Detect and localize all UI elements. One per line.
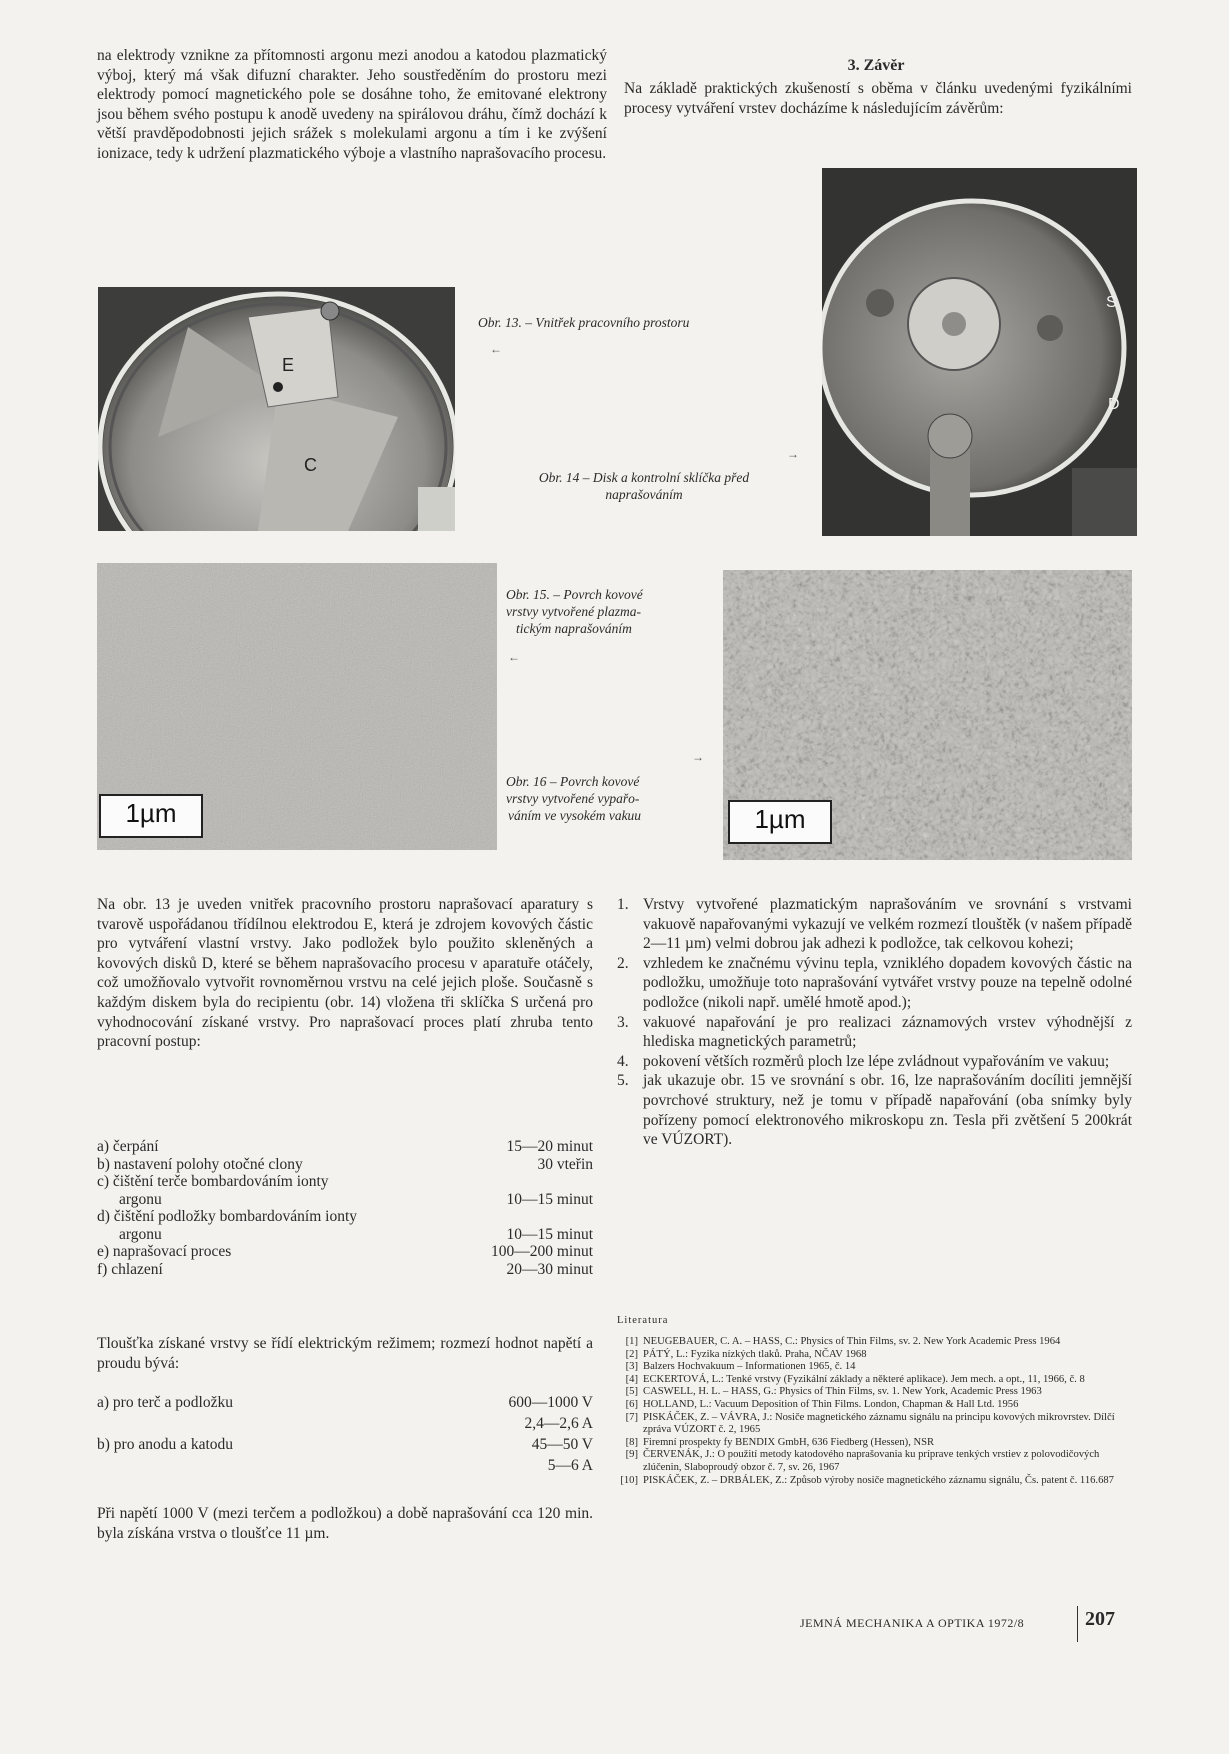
- figure-13-photo: [98, 287, 455, 531]
- list-item: argonu 10—15 minut: [119, 1225, 593, 1243]
- list-item: 2. vzhledem ke značnému vývinu tepla, vzniklého dopadem kovových částic na podložku, umožňuje toto naprašování vytvářet vrstvy pouze na tepelně odolné podložce (nikoli např. umělé hmotě apod.);: [617, 954, 1132, 1011]
- reference-item: [10] PISKÁČEK, Z. – DRBÁLEK, Z.: Způsob výroby nosiče magnetického záznamu signálu, Čs. patent č. 116.687: [620, 1474, 1114, 1486]
- list-item: 1. Vrstvy vytvořené plazmatickým naprašováním ve srovnání s vrstvami vakuově napařovanými vykazují ve velkém rozmezí tlouštěk (v našem případě 2—11 µm) velmi dobrou jak adhezi k podložce, tak celkovou kohezi;: [617, 896, 1132, 953]
- literature-list: [610, 1336, 1122, 1487]
- reference-item: [6] HOLLAND, L.: Vacuum Deposition of Thin Films. London, Chapman & Hall Ltd. 1956: [625, 1398, 1019, 1410]
- list-item: 3. vakuové napařování je pro realizaci záznamových vrstev výhodnější z hlediska magnetických parametrů;: [617, 1013, 1132, 1051]
- journal-footer: JEMNÁ MECHANIKA A OPTIKA 1972/8: [800, 1616, 1025, 1630]
- literature-heading: Literatura: [617, 1315, 669, 1326]
- list-item: a) pro terč a podložku 600—1000 V: [97, 1394, 593, 1411]
- conclusion-intro: Na základě praktických zkušeností s oběma v článku uvedenými fyzikálními procesy vytváření vrstev docházíme k následujícím závěrům:: [624, 80, 1132, 117]
- arrow-left-icon: ←: [490, 342, 502, 356]
- figure-15-scale-bar: 1µm: [99, 794, 203, 838]
- reference-item: [7] PISKÁČEK, Z. – VÁVRA, J.: Nosiče magnetického záznamu signálu na principu kovových mikrovrstev. Dílčí zpráva VÚZORT č. 2, 1965: [625, 1411, 1115, 1436]
- list-item: b) nastavení polohy otočné clony 30 vteřin: [97, 1155, 593, 1173]
- figure-14-label-d: D: [1108, 396, 1120, 413]
- list-item: c) čištění terče bombardováním ionty: [97, 1173, 329, 1190]
- conclusion-heading: 3. Závěr: [847, 57, 905, 74]
- figure-16-photo: [723, 570, 1132, 860]
- arrow-right-icon: →: [692, 750, 704, 764]
- figure-16-caption-line2: vrstvy vytvořené vypařo-: [506, 791, 640, 806]
- voltage-paragraph: Tloušťka získané vrstvy se řídí elektrickým režimem; rozmezí hodnot napětí a proudu bývá:: [97, 1335, 593, 1372]
- list-item: a) čerpání 15—20 minut: [97, 1138, 593, 1155]
- list-item: f) chlazení 20—30 minut: [97, 1260, 593, 1278]
- figure-13-label-e: E: [282, 355, 295, 375]
- list-item: e) naprašovací proces 100—200 minut: [97, 1243, 593, 1260]
- list-item: d) čištění podložky bombardováním ionty: [97, 1208, 358, 1225]
- reference-item: [8] Firemní prospekty fy BENDIX GmbH, 636 Fiedberg (Hessen), NSR: [625, 1436, 935, 1448]
- footer-divider: [1077, 1606, 1078, 1642]
- intro-paragraph: na elektrody vznikne za přítomnosti argonu mezi anodou a katodou plazmatický výboj, který má však difuzní charakter. Jeho soustředěním do prostoru mezi elektrody pomocí magnetického pole se dosáhne toho, že emitované elektrony jsou během svého postupu k anodě uvedeny na spirálovou dráhu, čímž dochází k větší pravděpodobnosti jejich srážek s molekulami argonu a tím i ke zvýšení ionizace, tedy k udržení plazmatického výboje a vlastního naprašovacího procesu.: [97, 47, 607, 162]
- reference-item: [4] ECKERTOVÁ, L.: Tenké vrstvy (Fyzikální základy a některé aplikace). Jem mech. a opt., 11, 1966, č. 8: [625, 1373, 1085, 1385]
- figure-14-caption-line2: naprašováním: [605, 487, 683, 502]
- list-item: 4. pokovení větších rozměrů ploch lze lépe zvládnout vypařováním ve vakuu;: [617, 1052, 1110, 1070]
- figure-15-photo: [97, 563, 497, 850]
- reference-item: [1] NEUGEBAUER, C. A. – HASS, C.: Physics of Thin Films, sv. 2. New York Academic Press 1964: [625, 1336, 1061, 1347]
- list-item: 2,4—2,6 A: [524, 1415, 593, 1432]
- reference-item: [3] Balzers Hochvakuum – Informationen 1965, č. 14: [625, 1361, 856, 1373]
- list-item: argonu 10—15 minut: [119, 1190, 593, 1208]
- list-item: 5. jak ukazuje obr. 15 ve srovnání s obr. 16, lze naprašováním docíliti jemnější povrchové struktury, než je tomu v případě napařování (oba snímky byly pořízeny pomocí elektronového mikroskopu zn. Tesla při zvětšení 5 200krát ve VÚZORT).: [617, 1072, 1132, 1149]
- figure-16-caption-line1: Obr. 16 – Povrch kovové: [506, 774, 640, 789]
- list-item: b) pro anodu a katodu 45—50 V: [97, 1436, 593, 1453]
- figure-15-caption-line1: Obr. 15. – Povrch kovové: [506, 587, 643, 602]
- voltage-ranges-list: [97, 1392, 593, 1476]
- figure-14-photo: [822, 168, 1137, 536]
- figure-15-caption-line2: vrstvy vytvořené plazma-: [506, 604, 641, 619]
- reference-item: [9] ČERVENÁK, J.: O použití metody katodového naprašovania ku príprave tenkých vrstiev z polovodičových zlúčenin, Slaboproudý obzor č. 7, sv. 26, 1967: [625, 1449, 1100, 1473]
- final-paragraph: Při napětí 1000 V (mezi terčem a podložkou) a době naprašování cca 120 min. byla získána vrstva o tloušťce 11 µm.: [97, 1505, 593, 1542]
- body-paragraph: Na obr. 13 je uveden vnitřek pracovního prostoru naprašovací aparatury s tvarově uspořádanou třídílnou elektrodou E, která je zdrojem kovových částic pro vytváření vlastní vrstvy. Jako podložek bylo použito skleněných a kovových disků D, které se během naprašovacího procesu v aparatuře otáčely, což umožňovalo vytvořit rovnoměrnou vrstvu na celé jejich ploše. Současně s každým diskem byla do recipientu (obr. 14) vložena tři sklíčka S určená pro vyhodnocování získané vrstvy. Pro naprašovací proces platí zhruba tento pracovní postup:: [97, 896, 593, 1051]
- figure-13-label-c: C: [304, 455, 317, 475]
- figure-15-caption-line3: tickým naprašováním: [516, 621, 632, 636]
- arrow-left-icon: ←: [508, 650, 520, 664]
- figure-16-caption-line3: váním ve vysokém vakuu: [508, 808, 642, 823]
- process-steps-list: [97, 1138, 593, 1278]
- conclusions-list: [617, 895, 1132, 1150]
- figure-16-scale-bar: 1µm: [728, 800, 832, 844]
- figure-14-caption-line1: Obr. 14 – Disk a kontrolní sklíčka před: [538, 470, 750, 485]
- page-number: 207: [1085, 1608, 1115, 1630]
- figure-14-label-s: S: [1106, 294, 1117, 311]
- list-item: 5—6 A: [547, 1457, 593, 1474]
- reference-item: [5] CASWELL, H. L. – HASS, G.: Physics of Thin Films, sv. 1. New York, Academic Press 1963: [625, 1386, 1042, 1398]
- figure-13-caption: Obr. 13. – Vnitřek pracovního prostoru: [478, 315, 690, 330]
- reference-item: [2] PÁTÝ, L.: Fyzika nízkých tlaků. Praha, NČAV 1968: [625, 1348, 867, 1360]
- arrow-right-icon: →: [787, 447, 799, 461]
